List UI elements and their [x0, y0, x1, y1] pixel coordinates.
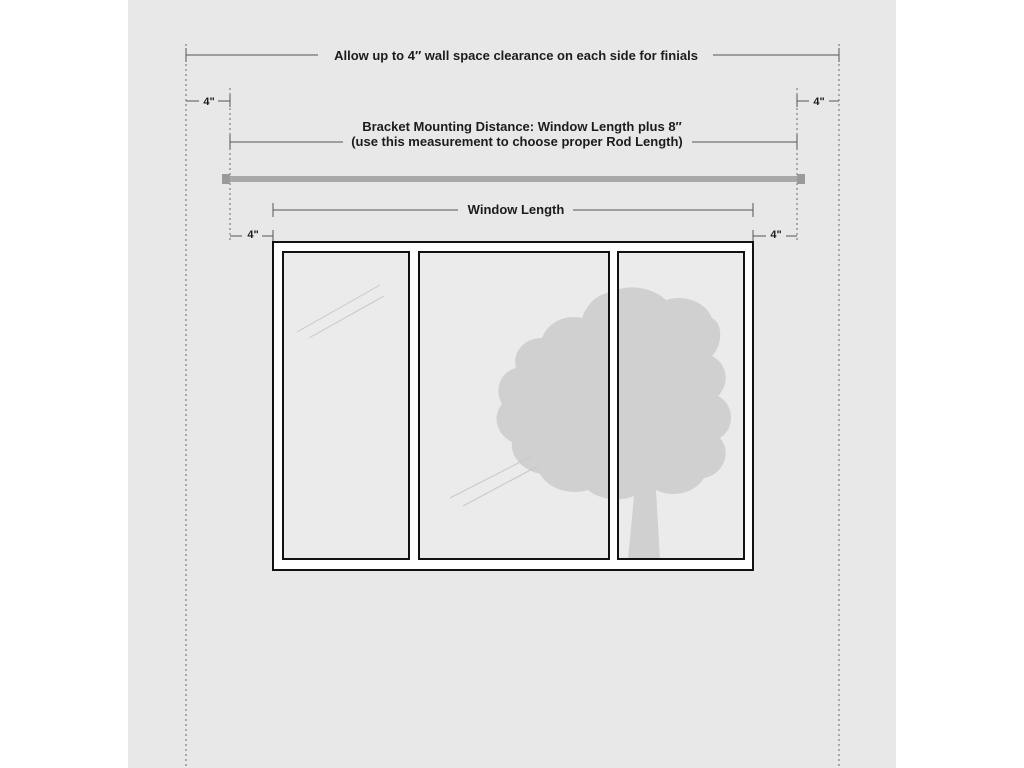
right-clearance-label: 4"	[813, 96, 825, 108]
window-length-label: Window Length	[467, 202, 565, 217]
right-bracket-offset-label: 4"	[770, 229, 782, 241]
left-clearance-label: 4"	[203, 96, 215, 108]
left-bracket-offset-label: 4"	[247, 229, 259, 241]
rod-length-note: (use this measurement to choose proper Rod Length)	[351, 134, 683, 149]
bracket-mounting-label: Bracket Mounting Distance: Window Length plus 8″	[362, 119, 682, 134]
window	[273, 242, 753, 570]
window-pane-left	[283, 252, 409, 559]
finial-clearance-label: Allow up to 4″ wall space clearance on each side for finials	[334, 48, 698, 63]
